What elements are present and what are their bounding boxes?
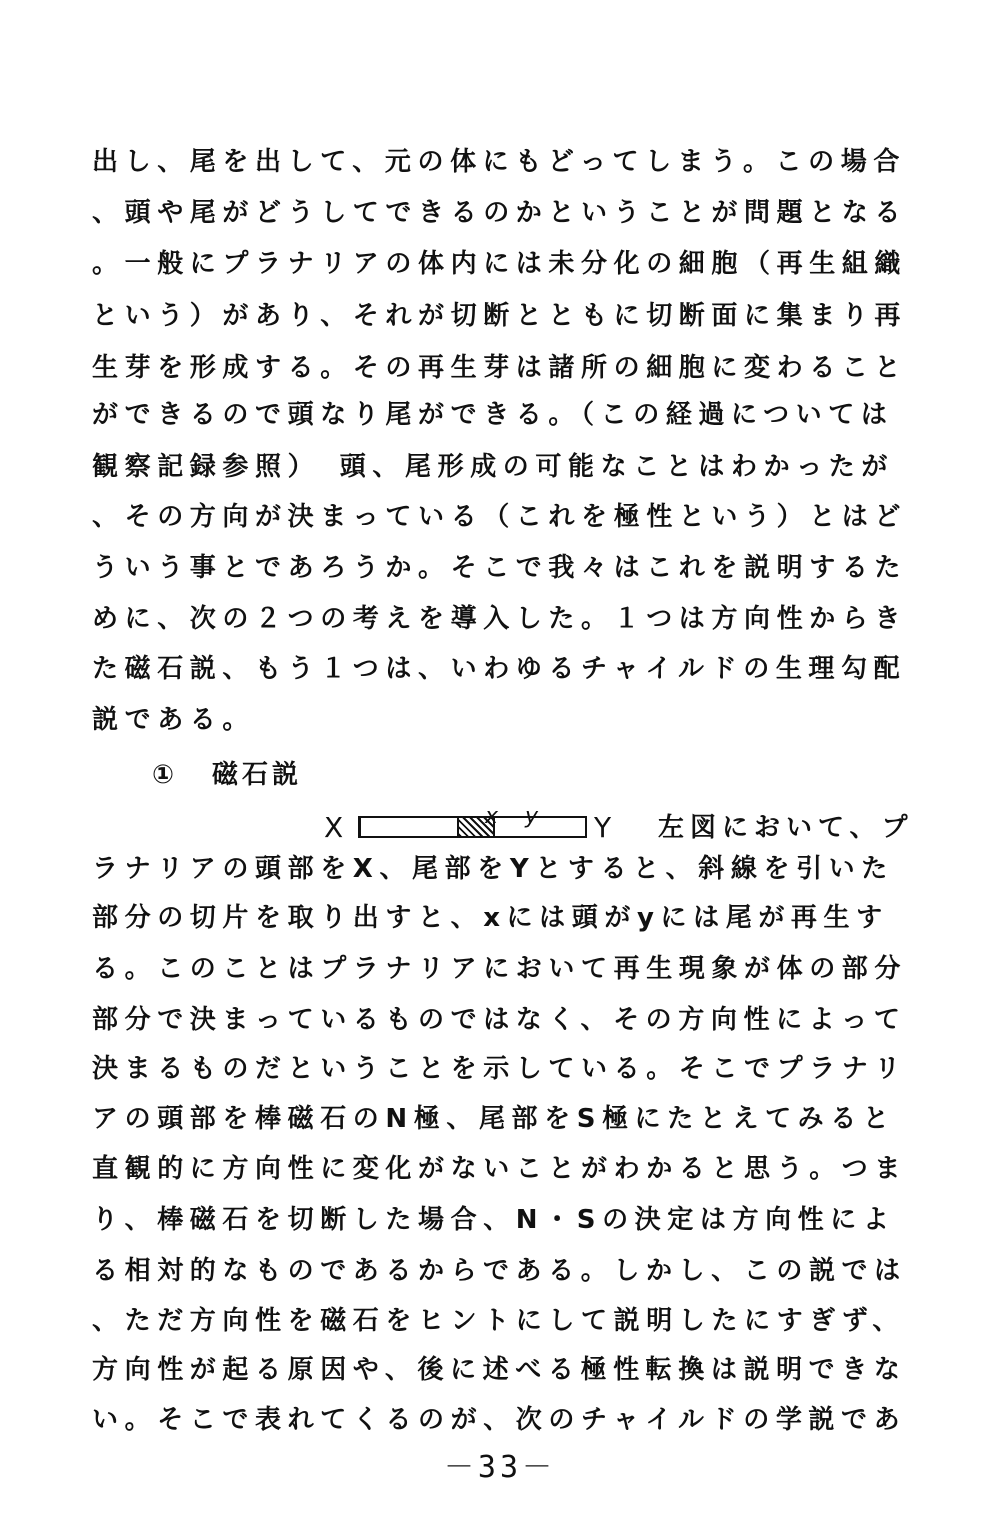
body-line: 出し、尾を出して、元の体にもどってしまう。この場合 (92, 147, 906, 177)
body-line: 方向性が起る原因や、後に述べる極性転換は説明できな (92, 1355, 907, 1385)
body-line: 部分で決まっているものではなく、その方向性によって (92, 1005, 907, 1035)
body-line: る相対的なものであるからである。しかし、この説では (92, 1256, 907, 1286)
figure-left-label: X (324, 811, 344, 844)
body-line: る。このことはプラナリアにおいて再生現象が体の部分 (92, 954, 908, 984)
figure-caption: 左図において、プ (658, 813, 914, 843)
body-line: ができるので頭なり尾ができる。（この経過については (92, 400, 894, 430)
body-line: 、その方向が決まっている（これを極性という）とはど (92, 502, 908, 532)
body-line: 観察記録参照） 頭、尾形成の可能なことはわかったが (92, 452, 895, 482)
figure-right-label: Y (594, 811, 612, 844)
body-line: り、棒磁石を切断した場合、N・Sの決定は方向性によ (92, 1205, 896, 1235)
magnet-figure (322, 799, 922, 855)
body-line: アの頭部を棒磁石のN極、尾部をS極にたとえてみると (92, 1104, 896, 1134)
body-line: 生芽を形成する。その再生芽は諸所の細胞に変わること (92, 353, 908, 383)
body-line: ラナリアの頭部をX、尾部をYとすると、斜線を引いた (92, 854, 894, 884)
page-number: －33－ (443, 1450, 557, 1485)
planaria-bar-diagram (358, 804, 587, 838)
body-line: い。そこで表れてくるのが、次のチャイルドの学説であ (92, 1405, 907, 1435)
body-line: 説である。 (92, 705, 256, 735)
body-line: 決まるものだということを示している。そこでプラナリ (92, 1054, 908, 1084)
segment-label: x y (485, 804, 549, 829)
body-line: 、ただ方向性を磁石をヒントにして説明したにすぎず、 (92, 1306, 905, 1336)
section-title: 磁石説 (212, 760, 303, 790)
body-line: 部分の切片を取り出すと、xには頭がyには尾が再生す (92, 903, 889, 933)
body-line: めに、次の２つの考えを導入した。１つは方向性からき (92, 604, 908, 634)
body-line: 。一般にプラナリアの体内には未分化の細胞（再生組織 (92, 249, 908, 279)
body-line: 直観的に方向性に変化がないことがわかると思う。つま (92, 1154, 908, 1184)
section-heading (152, 755, 302, 795)
section-number: ① (152, 760, 179, 790)
body-line: た磁石説、もう１つは、いわゆるチャイルドの生理勾配 (92, 654, 907, 684)
body-line: ういう事とであろうか。そこで我々はこれを説明するた (92, 553, 908, 583)
body-line: という）があり、それが切断とともに切断面に集まり再 (92, 301, 908, 331)
body-line: 、頭や尾がどうしてできるのかということが問題となる (92, 198, 908, 228)
